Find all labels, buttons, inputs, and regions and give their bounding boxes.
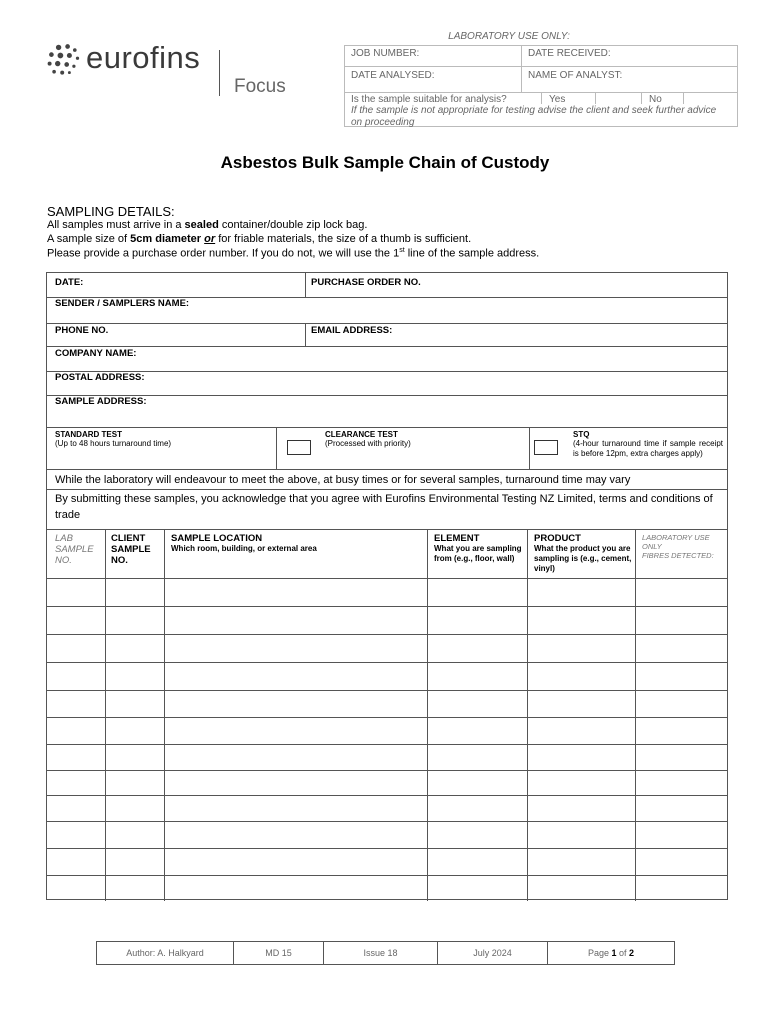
standard-test-label: STANDARD TEST — [55, 430, 122, 439]
page-title: Asbestos Bulk Sample Chain of Custody — [220, 153, 550, 172]
footer-issue: Issue 18 — [363, 948, 398, 958]
eurofins-logo-mark — [46, 42, 82, 78]
lab-use-box — [344, 45, 738, 127]
sample-address-field[interactable]: SAMPLE ADDRESS: — [55, 396, 147, 407]
clearance-test-sub: (Processed with priority) — [325, 439, 411, 448]
product-column-header: PRODUCT — [534, 533, 581, 544]
logo-brand: eurofins — [86, 40, 201, 75]
logo-product: Focus — [234, 76, 286, 97]
stq-label: STQ — [573, 430, 590, 439]
job-number-field[interactable]: JOB NUMBER: — [351, 48, 420, 59]
email-field[interactable]: EMAIL ADDRESS: — [311, 325, 393, 336]
element-column-sub: What you are sampling from (e.g., floor, wall) — [434, 544, 522, 563]
turnaround-note: While the laboratory will endeavour to meet the above, at busy times or for several samples, turnaround time may vary — [55, 474, 631, 486]
suitable-yes-option[interactable]: Yes — [549, 94, 566, 105]
sampling-line-3: Please provide a purchase order number. If you do not, we will use the 1st line of the sample address. — [47, 247, 540, 260]
element-column-header: ELEMENT — [434, 533, 480, 544]
lab-sample-column-header: LAB SAMPLE NO. — [55, 533, 94, 566]
stq-sub: (4-hour turnaround time if sample receipt is before 12pm, extra charges apply) — [573, 439, 723, 458]
sample-location-column-sub: Which room, building, or external area — [171, 544, 317, 553]
sampling-heading: SAMPLING DETAILS: — [47, 204, 175, 219]
suitable-question: Is the sample suitable for analysis? — [351, 94, 507, 105]
clearance-test-checkbox[interactable] — [287, 440, 311, 455]
footer-code: MD 15 — [265, 948, 292, 958]
clearance-test-label: CLEARANCE TEST — [325, 430, 398, 439]
sampling-line-2: A sample size of 5cm diameter or for friable materials, the size of a thumb is sufficient. — [47, 233, 472, 245]
footer-date: July 2024 — [473, 948, 512, 958]
logo-divider — [219, 50, 220, 96]
analyst-name-field[interactable]: NAME OF ANALYST: — [528, 70, 623, 81]
sampling-line-1: All samples must arrive in a sealed container/double zip lock bag. — [47, 219, 368, 231]
footer-author: Author: A. Halkyard — [126, 948, 204, 958]
client-sample-column-header: CLIENT SAMPLE NO. — [111, 533, 151, 566]
lab-use-title: LABORATORY USE ONLY: — [448, 31, 570, 42]
lab-use-column-header: LABORATORY USE ONLY — [642, 533, 710, 551]
date-field[interactable]: DATE: — [55, 277, 84, 288]
footer-page: Page 1 of 2 — [587, 948, 635, 958]
fibres-detected-column-header: FIBRES DETECTED: — [642, 551, 714, 560]
terms-note: By submitting these samples, you acknowledge that you agree with Eurofins Environmental Testing NZ Limited, terms and conditions of trade — [55, 493, 713, 521]
sample-location-column-header: SAMPLE LOCATION — [171, 533, 263, 544]
postal-address-field[interactable]: POSTAL ADDRESS: — [55, 372, 145, 383]
sender-name-field[interactable]: SENDER / SAMPLERS NAME: — [55, 298, 190, 309]
product-column-sub: What the product you are sampling is (e.g., cement, vinyl) — [534, 544, 632, 573]
suitable-no-option[interactable]: No — [649, 94, 662, 105]
date-received-field[interactable]: DATE RECEIVED: — [528, 48, 611, 59]
purchase-order-field[interactable]: PURCHASE ORDER NO. — [311, 277, 421, 288]
date-analysed-field[interactable]: DATE ANALYSED: — [351, 70, 435, 81]
company-name-field[interactable]: COMPANY NAME: — [55, 348, 137, 359]
phone-field[interactable]: PHONE NO. — [55, 325, 109, 336]
chain-of-custody-form — [46, 272, 728, 900]
lab-use-note: If the sample is not appropriate for testing advise the client and seek further advice on proceeding — [351, 105, 717, 128]
document-footer — [96, 941, 675, 965]
stq-checkbox[interactable] — [534, 440, 558, 455]
standard-test-sub: (Up to 48 hours turnaround time) — [55, 439, 172, 448]
